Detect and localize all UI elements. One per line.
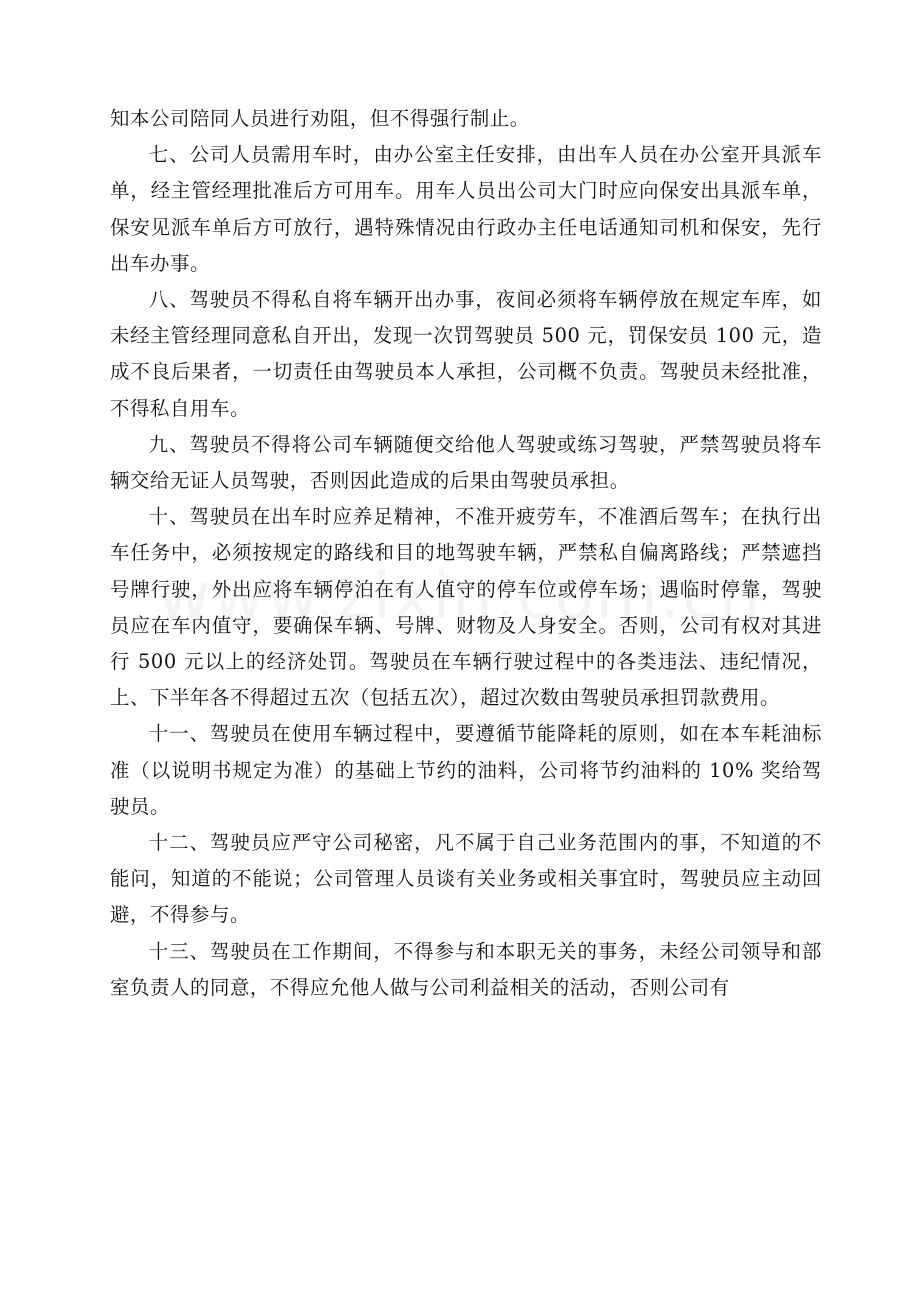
paragraph-10: 十、驾驶员在出车时应养足精神，不准开疲劳车，不准酒后驾车；在执行出车任务中，必须按规定的路线和目的地驾驶车辆，严禁私自偏离路线；严禁遮挡号牌行驶，外出应将车辆停泊在有人值守的停车位或停车场；遇临时停靠，驾驶员应在车内值守，要确保车辆、号牌、财物及人身安全。否则，公司有权对其进行 500 元以上的经济处罚。驾驶员在车辆行驶过程中的各类违法、违纪情况，上、下半年各不得超过五次（包括五次），超过次数由驾驶员承担罚款费用。 bbox=[110, 505, 822, 710]
paragraph-continuation: 知本公司陪同人员进行劝阻，但不得强行制止。 bbox=[110, 107, 530, 130]
paragraph-12: 十二、驾驶员应严守公司秘密，凡不属于自己业务范围内的事，不知道的不能问，知道的不能说；公司管理人员谈有关业务或相关事宜时，驾驶员应主动回避，不得参与。 bbox=[110, 831, 822, 927]
paragraph-13: 十三、驾驶员在工作期间，不得参与和本职无关的事务，未经公司领导和部室负责人的同意，不得应允他人做与公司利益相关的活动，否则公司有 bbox=[110, 939, 822, 999]
paragraph-7: 七、公司人员需用车时，由办公室主任安排，由出车人员在办公室开具派车单，经主管经理批准后方可用车。用车人员出公司大门时应向保安出具派车单，保安见派车单后方可放行，遇特殊情况由行政办主任电话通知司机和保安，先行出车办事。 bbox=[110, 143, 822, 275]
paragraph-9: 九、驾驶员不得将公司车辆随便交给他人驾驶或练习驾驶，严禁驾驶员将车辆交给无证人员驾驶，否则因此造成的后果由驾驶员承担。 bbox=[110, 432, 822, 493]
paragraph-8: 八、驾驶员不得私自将车辆开出办事，夜间必须将车辆停放在规定车库，如未经主管经理同意私自开出，发现一次罚驾驶员 500 元，罚保安员 100 元，造成不良后果者，一切责任由驾驶员本人承担，公司概不负责。驾驶员未经批准，不得私自用车。 bbox=[110, 288, 822, 420]
paragraph-11: 十一、驾驶员在使用车辆过程中，要遵循节能降耗的原则，如在本车耗油标准（以说明书规定为准）的基础上节约的油料，公司将节约油料的 10% 奖给驾驶员。 bbox=[110, 722, 822, 818]
document-body bbox=[110, 101, 822, 1006]
